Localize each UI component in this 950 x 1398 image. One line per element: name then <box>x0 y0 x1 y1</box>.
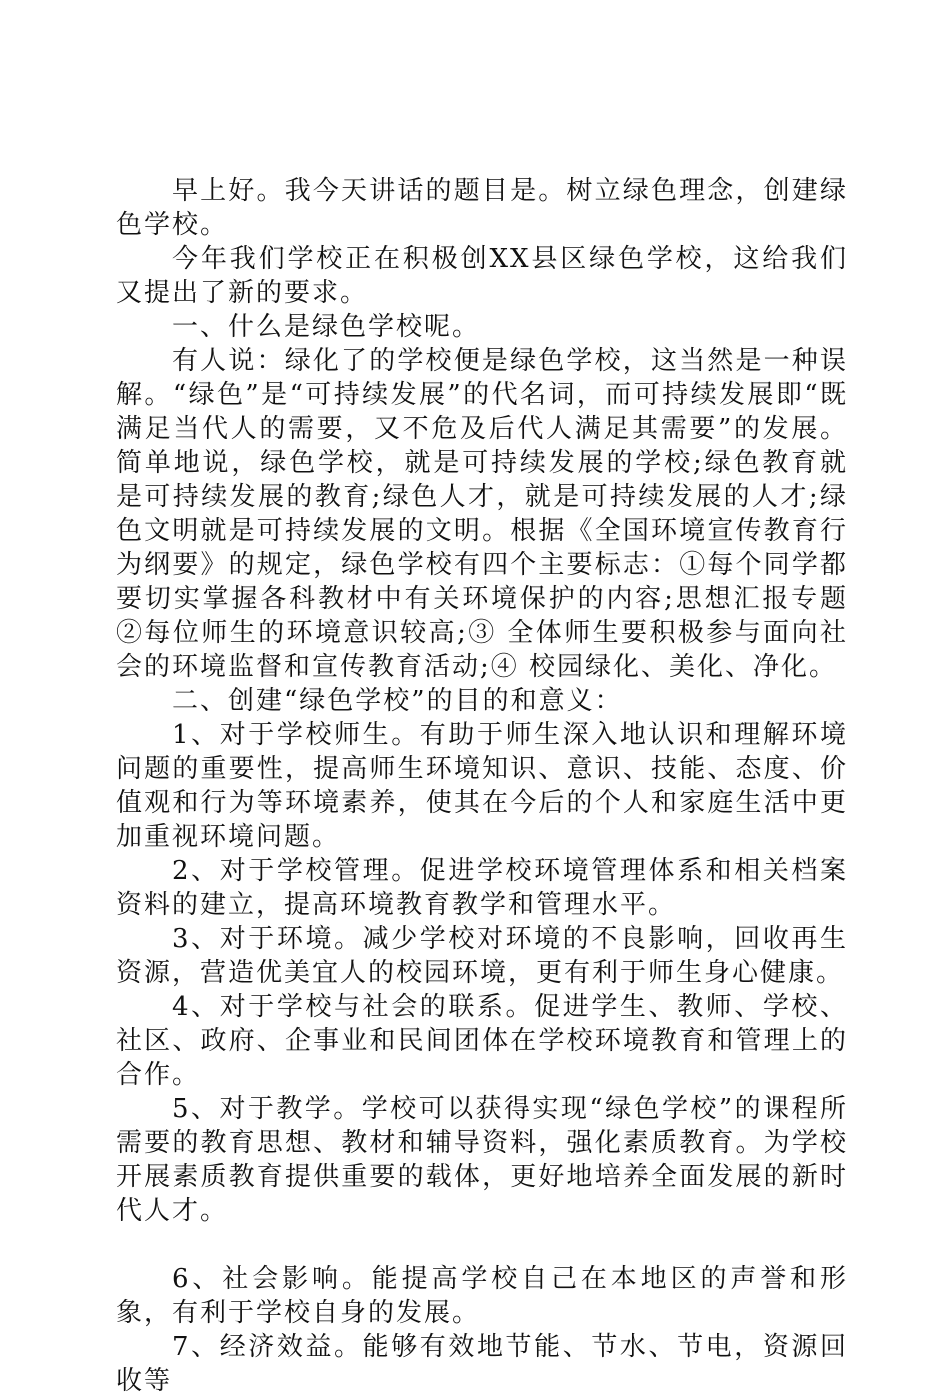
document-body <box>116 174 848 1398</box>
paragraph-definition: 有人说：绿化了的学校便是绿色学校，这当然是一种误解。“绿色”是“可持续发展”的代名词，而可持续发展即“既满足当代人的需要，又不危及后代人满足其需要”的发展。简单地说，绿色学校，就是可持续发展的学校;绿色教育就是可持续发展的教育;绿色人才，就是可持续发展的人才;绿色文明就是可持续发展的文明。根据《全国环境宣传教育行为纲要》的规定，绿色学校有四个主要标志：①每个同学都要切实掌握各科教材中有关环境保护的内容;思想汇报专题②每位师生的环境意识较高;③ 全体师生要积极参与面向社会的环境监督和宣传教育活动;④ 校园绿化、美化、净化。 <box>116 346 848 682</box>
paragraph-item-2: 2、对于学校管理。促进学校环境管理体系和相关档案资料的建立，提高环境教育教学和管理水平。 <box>116 856 848 920</box>
paragraph-item-3: 3、对于环境。减少学校对环境的不良影响，回收再生资源，营造优美宜人的校园环境，更有利于师生身心健康。 <box>116 924 848 988</box>
paragraph-greeting: 早上好。我今天讲话的题目是。树立绿色理念，创建绿色学校。 <box>116 176 848 240</box>
section-heading-2: 二、创建“绿色学校”的目的和意义： <box>172 686 623 716</box>
paragraph-item-1: 1、对于学校师生。有助于师生深入地认识和理解环境问题的重要性，提高师生环境知识、意识、技能、态度、价值观和行为等环境素养，使其在今后的个人和家庭生活中更加重视环境问题。 <box>116 720 848 852</box>
paragraph-item-4: 4、对于学校与社会的联系。促进学生、教师、学校、社区、政府、企事业和民间团体在学校环境教育和管理上的合作。 <box>116 992 848 1090</box>
paragraph-item-5: 5、对于教学。学校可以获得实现“绿色学校”的课程所需要的教育思想、教材和辅导资料，强化素质教育。为学校开展素质教育提供重要的载体，更好地培养全面发展的新时代人才。 <box>116 1094 848 1226</box>
paragraph-intro: 今年我们学校正在积极创XX县区绿色学校，这给我们又提出了新的要求。 <box>116 244 848 308</box>
section-heading-1: 一、什么是绿色学校呢。 <box>172 312 481 342</box>
paragraph-item-7: 7、经济效益。能够有效地节能、节水、节电，资源回收等 <box>116 1332 848 1396</box>
paragraph-item-6: 6、社会影响。能提高学校自己在本地区的声誉和形象，有利于学校自身的发展。 <box>116 1264 848 1328</box>
